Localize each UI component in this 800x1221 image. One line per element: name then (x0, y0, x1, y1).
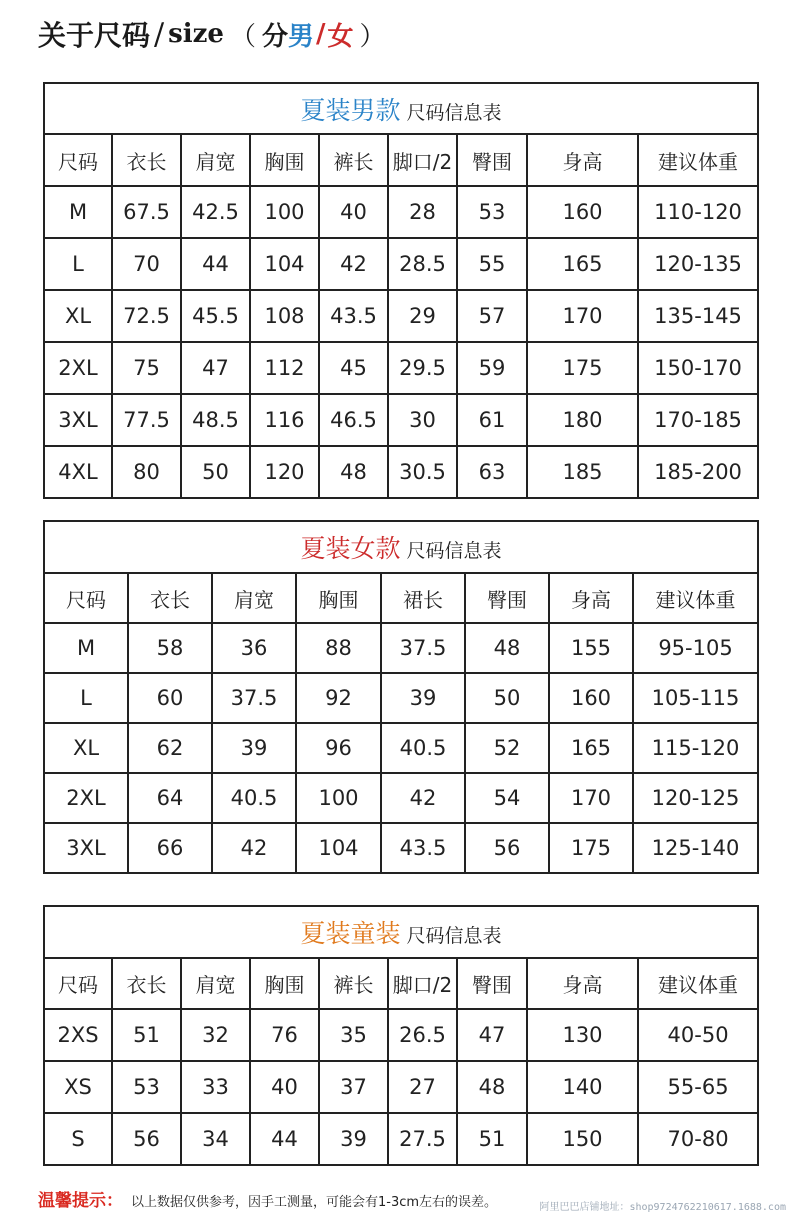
table-cell: 37 (319, 1061, 388, 1113)
table-cell: 52 (465, 723, 549, 773)
title-paren-open: （ (229, 21, 256, 52)
table-cell: 170 (549, 773, 633, 823)
table-cell: 42 (319, 238, 388, 290)
column-header: 脚口/2 (388, 134, 457, 186)
table-cell: M (44, 623, 128, 673)
table-row (44, 823, 758, 873)
watermark: 阿里巴巴店铺地址：shop9724762210617.1688.com (539, 1202, 786, 1213)
table-cell: 37.5 (381, 623, 465, 673)
column-header: 尺码 (44, 134, 112, 186)
women-table-title-main: 夏装女款 (300, 534, 401, 563)
table-row (44, 186, 758, 238)
table-cell: 43.5 (319, 290, 388, 342)
table-cell: 40-50 (638, 1009, 758, 1061)
table-cell: 130 (527, 1009, 638, 1061)
table-cell: 48 (319, 446, 388, 498)
table-cell: 120-135 (638, 238, 758, 290)
table-cell: 62 (128, 723, 212, 773)
table-cell: 135-145 (638, 290, 758, 342)
table-row (44, 1061, 758, 1113)
column-header: 尺码 (44, 573, 128, 623)
title-men: 男 (287, 21, 314, 52)
table-cell: 29 (388, 290, 457, 342)
table-cell: 112 (250, 342, 319, 394)
table-cell: 44 (181, 238, 250, 290)
column-header: 裙长 (381, 573, 465, 623)
table-row (44, 773, 758, 823)
table-cell: 30.5 (388, 446, 457, 498)
table-cell: 47 (457, 1009, 527, 1061)
table-cell: 105-115 (633, 673, 758, 723)
table-row (44, 623, 758, 673)
table-cell: 77.5 (112, 394, 181, 446)
column-header: 臀围 (457, 958, 527, 1009)
women-table-title-sub: 尺码信息表 (406, 540, 502, 562)
table-cell: 48 (457, 1061, 527, 1113)
table-cell: 2XL (44, 773, 128, 823)
table-cell: 170-185 (638, 394, 758, 446)
table-cell: 35 (319, 1009, 388, 1061)
column-header: 身高 (527, 958, 638, 1009)
table-row (44, 238, 758, 290)
table-cell: 50 (181, 446, 250, 498)
table-cell: 80 (112, 446, 181, 498)
table-cell: 104 (250, 238, 319, 290)
table-cell: 75 (112, 342, 181, 394)
kids-size-table (43, 905, 759, 1166)
table-cell: 185-200 (638, 446, 758, 498)
table-cell: 29.5 (388, 342, 457, 394)
table-cell: XL (44, 290, 112, 342)
table-cell: 150-170 (638, 342, 758, 394)
table-cell: 44 (250, 1113, 319, 1165)
table-cell: 28 (388, 186, 457, 238)
table-cell: 40.5 (212, 773, 296, 823)
table-cell: 27 (388, 1061, 457, 1113)
table-cell: 76 (250, 1009, 319, 1061)
kids-table-title-main: 夏装童装 (300, 919, 401, 948)
table-cell: 4XL (44, 446, 112, 498)
table-cell: 140 (527, 1061, 638, 1113)
table-row (44, 723, 758, 773)
column-header: 尺码 (44, 958, 112, 1009)
table-cell: 104 (296, 823, 381, 873)
table-cell: 2XL (44, 342, 112, 394)
table-row (44, 290, 758, 342)
column-header: 身高 (549, 573, 633, 623)
table-cell: 45 (319, 342, 388, 394)
table-cell: 46.5 (319, 394, 388, 446)
table-cell: 48.5 (181, 394, 250, 446)
table-cell: 30 (388, 394, 457, 446)
table-cell: 55-65 (638, 1061, 758, 1113)
title-size-word: size (168, 19, 224, 49)
table-cell: 42 (212, 823, 296, 873)
men-size-table (43, 82, 759, 499)
column-header: 建议体重 (633, 573, 758, 623)
table-cell: M (44, 186, 112, 238)
table-cell: 33 (181, 1061, 250, 1113)
table-cell: 51 (457, 1113, 527, 1165)
table-cell: 175 (527, 342, 638, 394)
table-cell: 100 (296, 773, 381, 823)
title-separator: / (316, 19, 326, 49)
table-cell: 95-105 (633, 623, 758, 673)
table-cell: 96 (296, 723, 381, 773)
column-header: 胸围 (296, 573, 381, 623)
kids-table-title (44, 906, 758, 958)
column-header: 臀围 (465, 573, 549, 623)
table-cell: 70 (112, 238, 181, 290)
table-cell: 58 (128, 623, 212, 673)
table-cell: 165 (549, 723, 633, 773)
title-paren-close: ） (359, 21, 386, 52)
table-cell: 61 (457, 394, 527, 446)
table-cell: 63 (457, 446, 527, 498)
column-header: 身高 (527, 134, 638, 186)
column-header: 肩宽 (181, 134, 250, 186)
table-cell: 66 (128, 823, 212, 873)
table-cell: 50 (465, 673, 549, 723)
table-cell: 64 (128, 773, 212, 823)
table-cell: 48 (465, 623, 549, 673)
table-cell: 53 (457, 186, 527, 238)
table-cell: 108 (250, 290, 319, 342)
title-fen: 分 (261, 21, 288, 52)
table-cell: 160 (527, 186, 638, 238)
table-cell: 115-120 (633, 723, 758, 773)
title-slash: / (154, 16, 165, 52)
table-cell: 36 (212, 623, 296, 673)
column-header: 裤长 (319, 958, 388, 1009)
table-cell: 54 (465, 773, 549, 823)
table-cell: 42.5 (181, 186, 250, 238)
table-cell: 116 (250, 394, 319, 446)
column-header: 裤长 (319, 134, 388, 186)
table-cell: 47 (181, 342, 250, 394)
table-cell: 40 (250, 1061, 319, 1113)
table-cell: 40 (319, 186, 388, 238)
column-header: 衣长 (128, 573, 212, 623)
table-cell: 175 (549, 823, 633, 873)
men-table-title-sub: 尺码信息表 (406, 101, 502, 124)
table-cell: 57 (457, 290, 527, 342)
table-cell: 37.5 (212, 673, 296, 723)
table-cell: 32 (181, 1009, 250, 1061)
table-cell: 185 (527, 446, 638, 498)
column-header: 肩宽 (212, 573, 296, 623)
table-cell: 92 (296, 673, 381, 723)
table-cell: 110-120 (638, 186, 758, 238)
men-table-title-main: 夏装男款 (300, 95, 401, 125)
table-cell: 55 (457, 238, 527, 290)
table-cell: 160 (549, 673, 633, 723)
table-cell: 125-140 (633, 823, 758, 873)
table-cell: 67.5 (112, 186, 181, 238)
table-cell: 40.5 (381, 723, 465, 773)
table-cell: 170 (527, 290, 638, 342)
table-cell: 100 (250, 186, 319, 238)
title-women: 女 (327, 21, 354, 52)
table-cell: 28.5 (388, 238, 457, 290)
table-cell: 34 (181, 1113, 250, 1165)
column-header: 建议体重 (638, 958, 758, 1009)
table-cell: 180 (527, 394, 638, 446)
table-cell: 59 (457, 342, 527, 394)
table-cell: 120-125 (633, 773, 758, 823)
kids-table-title-sub: 尺码信息表 (406, 925, 502, 947)
table-cell: 42 (381, 773, 465, 823)
column-header: 衣长 (112, 134, 181, 186)
table-row (44, 1113, 758, 1165)
table-cell: 27.5 (388, 1113, 457, 1165)
table-cell: 150 (527, 1113, 638, 1165)
men-table-title (44, 83, 758, 134)
table-cell: 88 (296, 623, 381, 673)
table-row (44, 673, 758, 723)
column-header: 胸围 (250, 958, 319, 1009)
page-title (38, 14, 392, 54)
table-row (44, 394, 758, 446)
table-cell: 51 (112, 1009, 181, 1061)
table-cell: 39 (212, 723, 296, 773)
table-cell: 43.5 (381, 823, 465, 873)
footer-text: 以上数据仅供参考，因手工测量，可能会有1-3cm左右的误差。 (131, 1195, 498, 1210)
table-row (44, 342, 758, 394)
table-cell: 165 (527, 238, 638, 290)
table-cell: 72.5 (112, 290, 181, 342)
column-header: 臀围 (457, 134, 527, 186)
table-cell: 3XL (44, 823, 128, 873)
table-cell: 2XS (44, 1009, 112, 1061)
table-cell: 70-80 (638, 1113, 758, 1165)
column-header: 脚口/2 (388, 958, 457, 1009)
table-cell: 26.5 (388, 1009, 457, 1061)
table-cell: XS (44, 1061, 112, 1113)
table-cell: 60 (128, 673, 212, 723)
table-cell: S (44, 1113, 112, 1165)
table-cell: 56 (112, 1113, 181, 1165)
table-cell: 39 (319, 1113, 388, 1165)
table-row (44, 446, 758, 498)
footer-note (38, 1186, 497, 1211)
table-cell: 53 (112, 1061, 181, 1113)
title-text: 关于尺码 (38, 19, 151, 52)
women-size-table (43, 520, 759, 874)
footer-label: 温馨提示： (38, 1191, 123, 1211)
table-row (44, 1009, 758, 1061)
table-cell: L (44, 673, 128, 723)
table-cell: 155 (549, 623, 633, 673)
column-header: 胸围 (250, 134, 319, 186)
women-table-title (44, 521, 758, 573)
table-cell: L (44, 238, 112, 290)
table-cell: 56 (465, 823, 549, 873)
column-header: 建议体重 (638, 134, 758, 186)
table-cell: 120 (250, 446, 319, 498)
table-cell: 45.5 (181, 290, 250, 342)
table-cell: XL (44, 723, 128, 773)
table-cell: 39 (381, 673, 465, 723)
table-cell: 3XL (44, 394, 112, 446)
column-header: 衣长 (112, 958, 181, 1009)
column-header: 肩宽 (181, 958, 250, 1009)
